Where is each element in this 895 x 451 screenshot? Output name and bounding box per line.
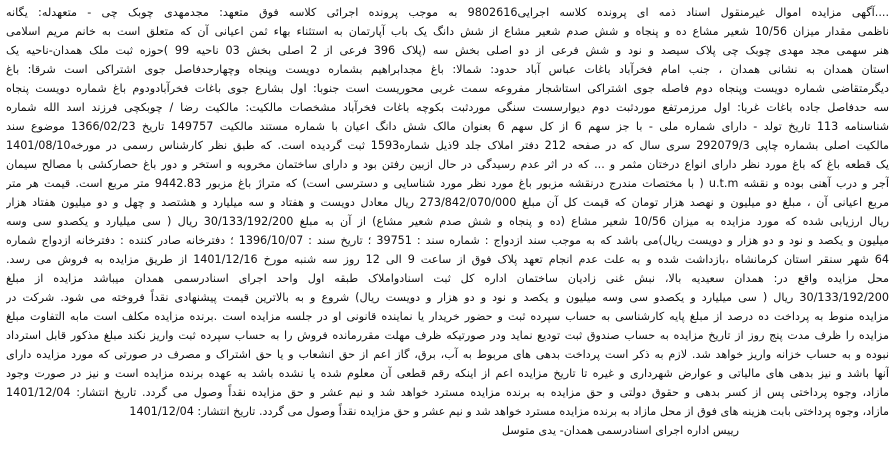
notice-line-2: ناظمی مقدار میزان 10/56 شعیر مشاع ده و پنجاه و شش صدم شعیر مشاع از شش دانگ یک باب آپارتمان به استثناء بهاء ثمن اعیانی آن که متعلق است به خانم مریم اسلامی xyxy=(6,25,889,38)
notice-line-7: شناسنامه 113 تاریخ تولد - دارای شماره ملی - با جز سهم 6 از کل سهم 6 بعنوان مالک شش دانگ اعیان با شماره مستند مالکیت 149757 تاریخ 1366/02/23 موضوع سند xyxy=(6,120,889,133)
notice-line-21: مازاد، وجوه پرداختی پس از کسر بدهی و حقوق دولتی و حق مزایده به برنده مزایده مسترد خواهد شد و نیم عشر و حق مزایده نقداً وصول می گردد. تاریخ انتشار: 1401/12/04 xyxy=(6,386,889,399)
notice-line-17: مزایده منوط به پرداخت ده درصد از مبلغ پایه کارشناسی به حساب سپرده ثبت و حضور خریدار یا نماینده قانونی او در جلسه مزایده است .برنده مزایده مکلف است مابه التفاوت مبلغ xyxy=(6,310,889,323)
notice-line-6: سه حدفاصل جاده باغات غربا: اول مرزمرتفع موردثبت دوم دیوارسست سنگی موردثبت بکوچه باغات فخرآباد مشخصات مالکیت: مالکیت رضا / چوبکچی فرزند اسد الله شماره xyxy=(6,101,889,114)
notice-signature: رییس اداره اجرای اسنادرسمی همدان- یدی متوسل xyxy=(501,424,739,437)
notice-line-16: 30/133/192/200 ریال ( سی میلیارد و یکصدو سی وسه میلیون و یکصد و نود و دو هزار و دویست ریال) شروع و به بالاترین قیمت پیشنهادی نقداً فروخته می شود. شرکت در xyxy=(6,291,889,304)
notice-line-11: مربع اعیانی آن ، مبلغ دو میلیون و نهصد هزار تومان که قیمت کل آن مبلغ 273/842/070/000 ریال معادل دویست و هفتاد و سه میلیارد و هشتصد و چهل و دو میلیون هفتاد هزار xyxy=(6,196,889,209)
notice-line-12: ریال ارزیابی شده که مورد مزایده به میزان 10/56 شعیر مشاع (ده و پنجاه و شش صدم شعیر مشاع) از آن به مبلغ 30/133/192/200 ریال ( سی میلیارد و یکصدو سی وسه xyxy=(6,215,889,228)
notice-line-15: محل مزایده واقع در: همدان سعیدیه بالا، نبش غنی زادیان ساختمان اداره کل ثبت اسنادواملاک طبقه اول واحد اجرای اسنادرسمی همدان میباشد مزایده از مبلغ xyxy=(6,272,889,285)
notice-line-1: ....آگهی مزایده اموال غیرمنقول اسناد ذمه ای پرونده کلاسه اجرایی9802616 به موجب پرونده اجرائی کلاسه فوق متعهد: مجدمهدی چوبک چی - متعهدله: یگانه xyxy=(6,6,889,19)
notice-line-18: مزایده را ظرف مدت پنج روز از تاریخ مزایده به حساب صندوق ثبت تودیع نماید ودر صورتیکه ظرف مهلت مقررمانده فروش را به حساب سپرده ثبت واریز نکند مبلغ مذکور قابل استرداد xyxy=(6,329,889,342)
notice-line-5: دیگرمتقاضی شماره دویست وپنجاه دوم فاصله جوی اشتراکی استاشجار مفروعه سمت غربی محوریست است جنوبا: اول بشارع جوی باغات فخرآبادودوم باغ شماره دویست پنجاه xyxy=(6,82,889,95)
notice-line-9: یک قطعه باغ که باغ مورد نظر دارای انواع درختان مثمر و ... که در اثر عدم رسیدگی در حال ازبین رفتن بود و دارای ساختمان مخروبه و استخر و دور باغ حصارکشی با مصالح سیمان xyxy=(6,158,889,171)
notice-line-10: آجر و درب آهنی بوده و نقشه u.t.m ( با مختصات مندرج درنقشه مزبور باغ مورد نظر مورد شناسایی و دسترسی است) که متراژ باغ مزبور 9442.83 متر مربع است. قیمت هر متر xyxy=(6,177,889,190)
notice-line-19: نبوده و به حساب خزانه واریز خواهد شد. لازم به ذکر است پرداخت بدهی های مربوط به آب، برق، گاز اعم از حق انشعاب و یا حق اشتراک و مصرف در صورتی که مورد مزایده دارای xyxy=(6,348,889,361)
notice-line-4: استان همدان به نشانی همدان ، جنب امام فخرآباد باغات عباس آباد حدود: شمالا: باغ مجدابراهیم بشماره دویست وپنجاه وچهارحدفاصل جوی اشتراکی است شرقا: باغ xyxy=(6,63,889,76)
notice-line-14: 64 شهر سنقر استان کرمانشاه ،بازداشت شده و به علت عدم انجام تعهد پلاک فوق از ساعت 9 الی 12 روز سه شنبه مورخ 1401/12/16 از طریق مزایده به فروش می رسد. xyxy=(6,253,889,266)
notice-line-20: آنها باشد و نیز بدهی های مالیاتی و عوارض شهرداری و غیره تا تاریخ مزایده اعم از اینکه رقم قطعی آن معلوم شده یا نشده باشد به عهده برنده مزایده است و نیز در صورت وجود xyxy=(6,367,889,380)
notice-line-13: میلیون و یکصد و نود و دو هزار و دویست ریال)می باشد که به موجب سند ازدواج : شماره سند : 39751 ؛ تاریخ سند : 1396/10/07 ؛ دفترخانه صادر کننده : دفترخانه ازدواج شماره xyxy=(6,234,889,247)
notice-line-3: هنر سهمی مجد مهدی چوبک چی پلاک سیصد و نود و شش فرعی از دو اصلی بخش سه (پلاک 396 فرعی از 2 اصلی بخش 03 ناحیه 99 )حوزه ثبت ملک همدان-ناحیه یک xyxy=(6,44,889,57)
notice-line-22: مازاد، وجوه پرداختی بابت هزینه های فوق از محل مازاد به برنده مزایده مسترد خواهد شد و نیم عشر و حق مزایده نقداً وصول می گردد. تاریخ انتشار: 1401/12/04 xyxy=(129,405,889,418)
notice-line-8: مالکیت اصلی بشماره چاپی 292079/3 سری سال که در صفحه 212 دفتر املاک جلد 9ذیل شماره1593 ثبت گردیده است. که طبق نظر کارشناس رسمی در مورخه1401/08/10 xyxy=(6,139,889,152)
